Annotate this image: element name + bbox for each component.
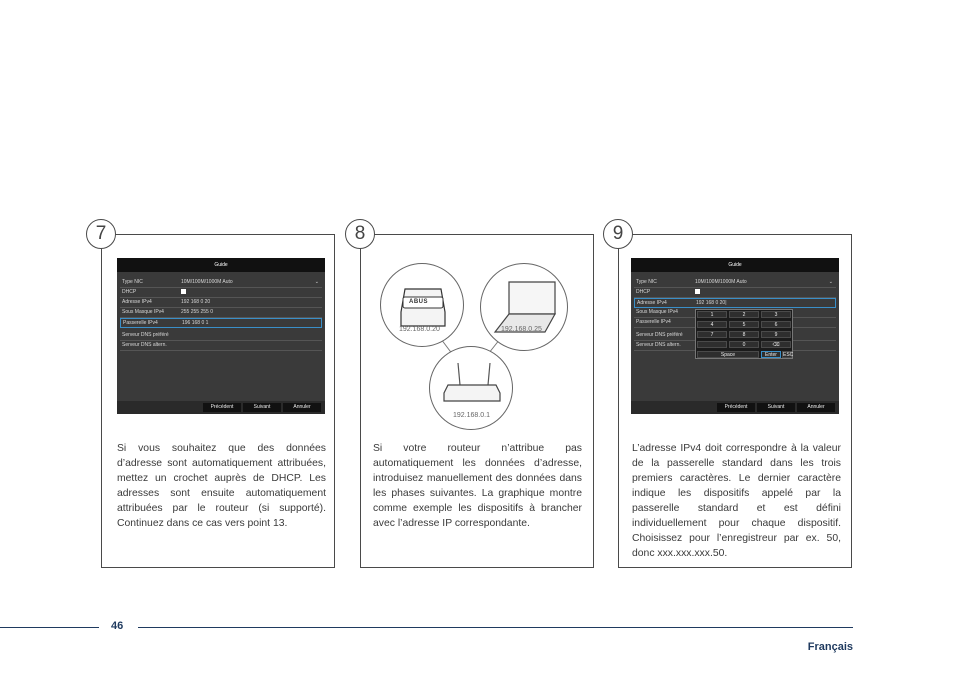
row-label: Adresse IPv4 xyxy=(637,300,667,306)
laptop-ip: 192.168.0.25 xyxy=(501,326,542,333)
screen-title: Guide xyxy=(631,258,839,272)
enter-key: Enter xyxy=(761,351,781,358)
step-card-9 xyxy=(612,223,852,568)
row-value: 196 168 0 1 xyxy=(182,320,209,326)
next-button: Suivant xyxy=(757,403,795,412)
keypad-key: 4 xyxy=(697,321,727,328)
row-label: Serveur DNS préféré xyxy=(122,332,169,338)
footer-rule-right xyxy=(138,627,853,628)
dropdown-arrow-icon: ⌄ xyxy=(828,279,833,285)
step-description: L’adresse IPv4 doit correspondre à la valeur de la passerelle standard dans les trois premiers caractères. Le dernier caractère indique les dispositifs appelé par la passerelle standard et est défini individuellement pour chaque dispositif. Choisissez pour l’enregistreur par ex. 50, donc xxx.xxx.xxx.50. xyxy=(632,443,841,559)
step-description: Si vous souhaitez que des données d’adresse sont automatiquement attribuées, mettez un crochet auprès de DHCP. Les adresses sont ensuite automatiquement attribuées par le routeur (si supporté). Continuez dans ce cas vers point 13. xyxy=(117,443,326,529)
dhcp-checkbox xyxy=(695,288,700,297)
row-value: 255 255 255 0 xyxy=(181,309,213,315)
keypad-key: 5 xyxy=(729,321,759,328)
keypad-key: 2 xyxy=(729,311,759,318)
step-number: 7 xyxy=(86,219,116,249)
keypad-key xyxy=(697,341,727,348)
row-value: 192 168 0 20 xyxy=(181,299,211,305)
row-subnet xyxy=(120,308,322,318)
laptop-circle xyxy=(480,263,568,351)
keypad-key: 8 xyxy=(729,331,759,338)
row-label: Type NIC xyxy=(636,279,657,285)
row-ipv4 xyxy=(120,298,322,308)
virtual-keypad xyxy=(695,309,793,359)
recorder-ip: 192.168.0.20 xyxy=(399,326,440,333)
keypad-key: 0 xyxy=(729,341,759,348)
row-label: Type NIC xyxy=(122,279,143,285)
recorder-icon xyxy=(381,264,465,348)
step-card-7 xyxy=(95,223,335,568)
button-bar xyxy=(631,401,839,414)
router-ip: 192.168.0.1 xyxy=(453,412,490,419)
row-label: Sous Masque IPv4 xyxy=(636,309,678,315)
step-number: 9 xyxy=(603,219,633,249)
space-key: Space xyxy=(697,351,759,358)
recorder-circle xyxy=(380,263,464,347)
step-card-8 xyxy=(354,223,594,568)
row-gateway xyxy=(120,318,322,328)
row-type-nic xyxy=(120,278,322,288)
brand-logo: ABUS xyxy=(409,299,429,305)
row-dhcp xyxy=(634,288,836,298)
row-ipv4 xyxy=(634,298,836,308)
row-label: Adresse IPv4 xyxy=(122,299,152,305)
page-number: 46 xyxy=(111,620,124,632)
row-label: DHCP xyxy=(636,289,651,295)
row-label: Sous Masque IPv4 xyxy=(122,309,164,315)
row-label: Serveur DNS altern. xyxy=(122,342,167,348)
previous-button: Précédent xyxy=(717,403,755,412)
row-value: 10M/100M/1000M Auto xyxy=(695,279,747,285)
keypad-key: 6 xyxy=(761,321,791,328)
guide-screenshot xyxy=(117,258,325,414)
button-bar xyxy=(117,401,325,414)
previous-button: Précédent xyxy=(203,403,241,412)
step-description: Si votre routeur n’attribue pas automatiquement les données d’adresse, introduisez manuellement des données dans les phases suivantes. La graphique montre comme exemple les dispositifs à brancher avec l’adresse IP correspondante. xyxy=(373,443,582,529)
cancel-button: Annuler xyxy=(283,403,321,412)
esc-key: ESC xyxy=(783,352,794,358)
language-label: Français xyxy=(807,641,853,653)
laptop-icon xyxy=(481,264,569,352)
keypad-key: 1 xyxy=(697,311,727,318)
cancel-button: Annuler xyxy=(797,403,835,412)
row-dns-preferred xyxy=(120,331,322,341)
keypad-key: 9 xyxy=(761,331,791,338)
backspace-key: ⌫ xyxy=(761,341,791,348)
row-dns-alternate xyxy=(120,341,322,351)
row-label: Passerelle IPv4 xyxy=(123,320,158,326)
guide-screenshot xyxy=(631,258,839,414)
row-value: 10M/100M/1000M Auto xyxy=(181,279,233,285)
dhcp-checkbox xyxy=(181,288,186,297)
step-number: 8 xyxy=(345,219,375,249)
row-type-nic xyxy=(634,278,836,288)
keypad-key: 7 xyxy=(697,331,727,338)
next-button: Suivant xyxy=(243,403,281,412)
row-label: Serveur DNS préféré xyxy=(636,332,683,338)
keypad-key: 3 xyxy=(761,311,791,318)
row-dhcp xyxy=(120,288,322,298)
row-label: DHCP xyxy=(122,289,137,295)
row-label: Passerelle IPv4 xyxy=(636,319,671,325)
screen-title: Guide xyxy=(117,258,325,272)
footer-rule-left xyxy=(0,627,99,628)
dropdown-arrow-icon: ⌄ xyxy=(314,279,319,285)
row-label: Serveur DNS altern. xyxy=(636,342,681,348)
row-value: 192 168 0 20| xyxy=(696,300,727,306)
